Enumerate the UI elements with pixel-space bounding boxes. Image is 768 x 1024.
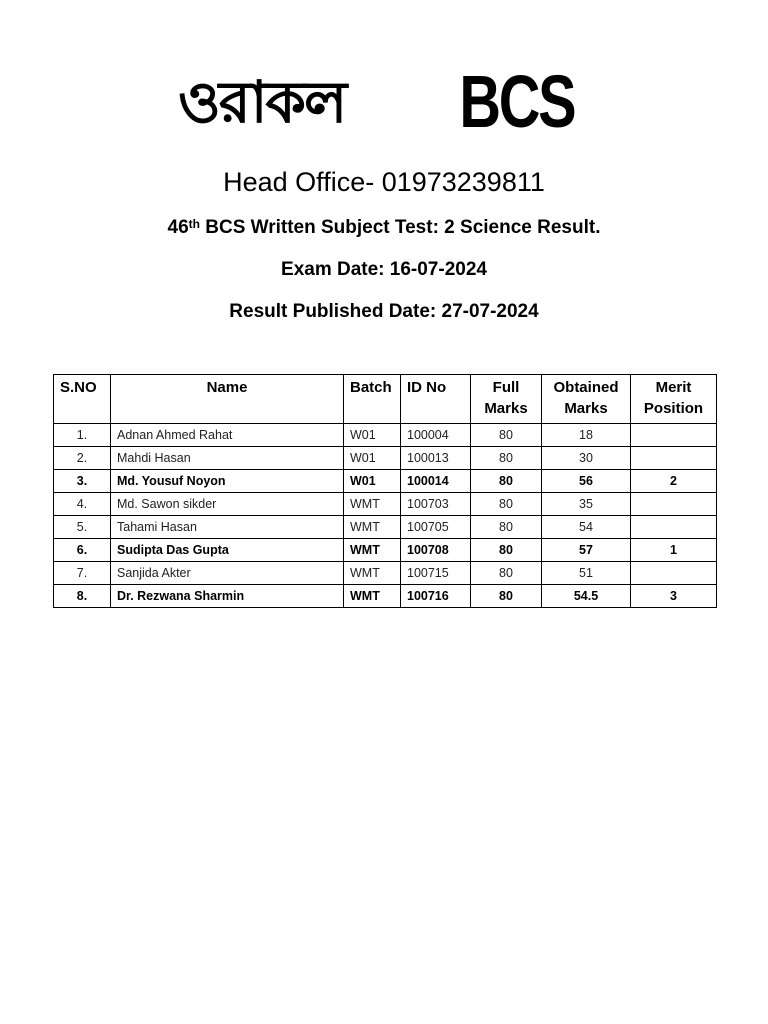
cell-obtained-marks: 35 (542, 493, 631, 516)
column-header-full-marks: Full Marks (471, 375, 542, 424)
cell-full-marks: 80 (471, 447, 542, 470)
column-header-obtained-marks: Obtained Marks (542, 375, 631, 424)
brand-logo (178, 62, 574, 142)
cell-id: 100004 (401, 424, 471, 447)
table-row (54, 424, 717, 447)
cell-name: Tahami Hasan (111, 516, 344, 539)
cell-name: Sudipta Das Gupta (111, 539, 344, 562)
cell-obtained-marks: 56 (542, 470, 631, 493)
result-published-date: Result Published Date: 27-07-2024 (229, 301, 539, 322)
cell-sno: 6. (54, 539, 111, 562)
cell-name: Dr. Rezwana Sharmin (111, 585, 344, 608)
cell-name: Sanjida Akter (111, 562, 344, 585)
cell-sno: 7. (54, 562, 111, 585)
cell-full-marks: 80 (471, 470, 542, 493)
cell-obtained-marks: 57 (542, 539, 631, 562)
exam-date: Exam Date: 16-07-2024 (281, 259, 487, 280)
cell-obtained-marks: 51 (542, 562, 631, 585)
column-header-batch: Batch (344, 375, 401, 424)
cell-batch: WMT (344, 585, 401, 608)
cell-full-marks: 80 (471, 585, 542, 608)
table-row (54, 516, 717, 539)
cell-obtained-marks: 54.5 (542, 585, 631, 608)
cell-merit (631, 516, 717, 539)
cell-batch: WMT (344, 493, 401, 516)
test-number-suffix: th (188, 217, 200, 231)
test-title (0, 214, 768, 242)
cell-sno: 3. (54, 470, 111, 493)
cell-id: 100708 (401, 539, 471, 562)
cell-full-marks: 80 (471, 539, 542, 562)
cell-name: Md. Yousuf Noyon (111, 470, 344, 493)
cell-id: 100703 (401, 493, 471, 516)
logo-english-text: BCS (459, 60, 574, 143)
column-header-sno: S.NO (54, 375, 111, 424)
cell-batch: W01 (344, 447, 401, 470)
column-header-id: ID No (401, 375, 471, 424)
table-row (54, 539, 717, 562)
cell-full-marks: 80 (471, 562, 542, 585)
cell-name: Adnan Ahmed Rahat (111, 424, 344, 447)
test-number: 46 (167, 217, 189, 238)
test-title-text: BCS Written Subject Test: 2 Science Result. (199, 217, 601, 238)
cell-merit (631, 447, 717, 470)
cell-name: Mahdi Hasan (111, 447, 344, 470)
cell-name: Md. Sawon sikder (111, 493, 344, 516)
cell-merit (631, 424, 717, 447)
cell-obtained-marks: 54 (542, 516, 631, 539)
cell-merit (631, 562, 717, 585)
cell-sno: 5. (54, 516, 111, 539)
cell-sno: 4. (54, 493, 111, 516)
cell-id: 100013 (401, 447, 471, 470)
cell-id: 100705 (401, 516, 471, 539)
cell-sno: 8. (54, 585, 111, 608)
cell-batch: WMT (344, 516, 401, 539)
logo-bangla-text: ওরাকল (178, 68, 346, 136)
cell-obtained-marks: 30 (542, 447, 631, 470)
results-table (53, 374, 717, 608)
cell-batch: W01 (344, 470, 401, 493)
cell-id: 100014 (401, 470, 471, 493)
cell-batch: W01 (344, 424, 401, 447)
table-row (54, 493, 717, 516)
cell-full-marks: 80 (471, 424, 542, 447)
cell-merit: 1 (631, 539, 717, 562)
table-row (54, 470, 717, 493)
cell-merit: 3 (631, 585, 717, 608)
cell-merit: 2 (631, 470, 717, 493)
cell-obtained-marks: 18 (542, 424, 631, 447)
table-header-row (54, 375, 717, 424)
column-header-merit-position: Merit Position (631, 375, 717, 424)
cell-batch: WMT (344, 539, 401, 562)
head-office-line: Head Office- 01973239811 (223, 167, 545, 197)
cell-full-marks: 80 (471, 493, 542, 516)
table-row (54, 447, 717, 470)
table-row (54, 562, 717, 585)
cell-sno: 2. (54, 447, 111, 470)
cell-batch: WMT (344, 562, 401, 585)
cell-sno: 1. (54, 424, 111, 447)
cell-id: 100716 (401, 585, 471, 608)
cell-merit (631, 493, 717, 516)
cell-id: 100715 (401, 562, 471, 585)
cell-full-marks: 80 (471, 516, 542, 539)
table-row (54, 585, 717, 608)
column-header-name: Name (111, 375, 344, 424)
